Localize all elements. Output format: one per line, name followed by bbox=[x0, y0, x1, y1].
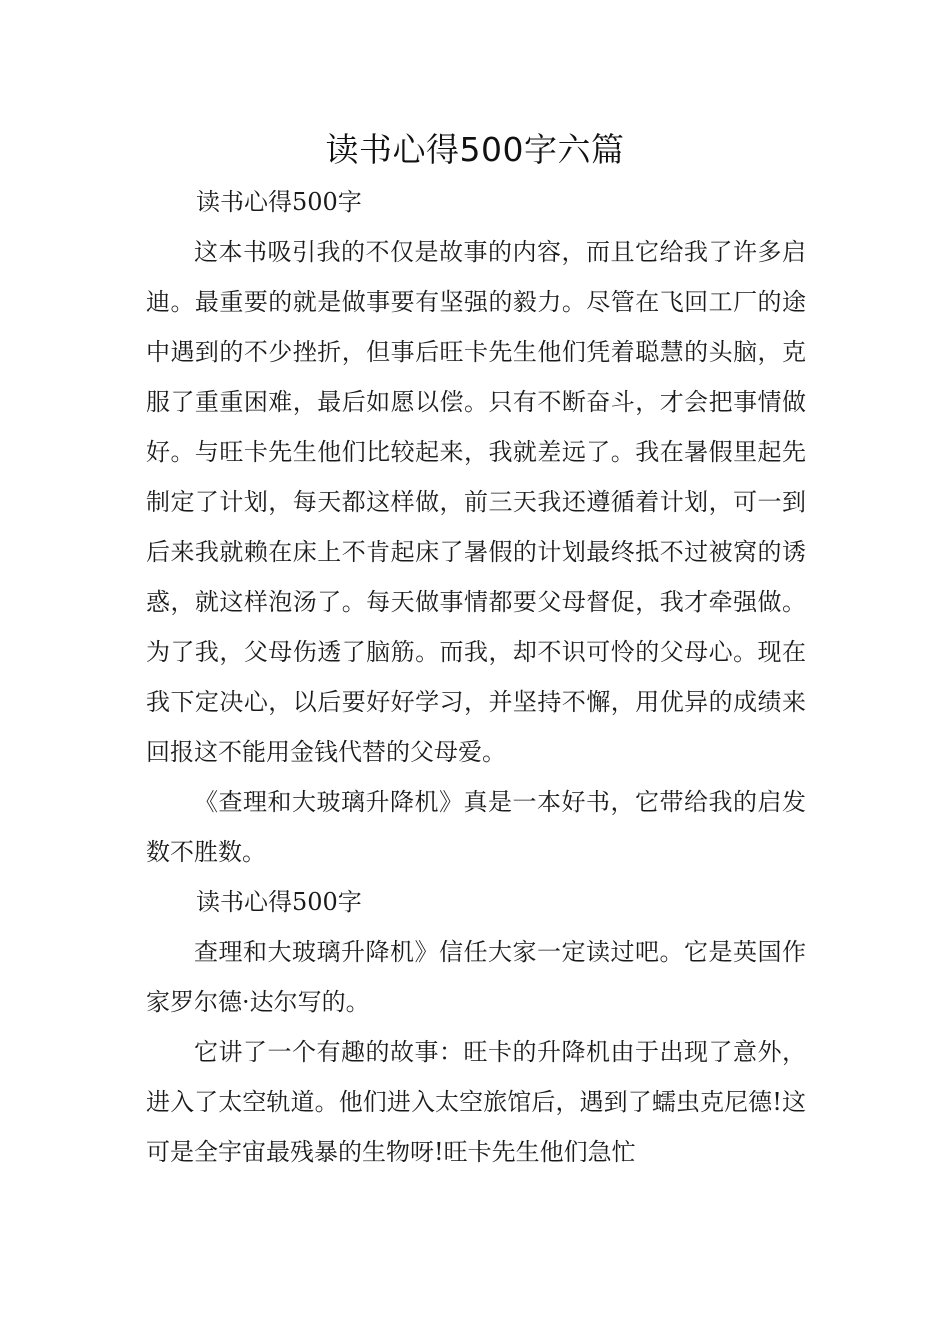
section-heading: 读书心得500字 bbox=[196, 188, 362, 216]
body-paragraph: 它讲了一个有趣的故事：旺卡的升降机由于出现了意外，进入了太空轨道。他们进入太空旅馆后，遇到了蠕虫克尼德!这可是全宇宙最残暴的生物呀!旺卡先生他们急忙 bbox=[146, 1038, 806, 1166]
document-body bbox=[146, 177, 806, 1177]
body-paragraph: 查理和大玻璃升降机》信任大家一定读过吧。它是英国作家罗尔德·达尔写的。 bbox=[146, 938, 806, 1016]
body-paragraph: 这本书吸引我的不仅是故事的内容，而且它给我了许多启迪。最重要的就是做事要有坚强的毅力。尽管在飞回工厂的途中遇到的不少挫折，但事后旺卡先生他们凭着聪慧的头脑，克服了重重困难，最后如愿以偿。只有不断奋斗，才会把事情做好。与旺卡先生他们比较起来，我就差远了。我在暑假里起先制定了计划，每天都这样做，前三天我还遵循着计划，可一到后来我就赖在床上不肯起床了暑假的计划最终抵不过被窝的诱惑，就这样泡汤了。每天做事情都要父母督促，我才牵强做。为了我，父母伤透了脑筋。而我，却不识可怜的父母心。现在我下定决心，以后要好好学习，并坚持不懈，用优异的成绩来回报这不能用金钱代替的父母爱。 bbox=[146, 238, 806, 766]
body-paragraph: 《查理和大玻璃升降机》真是一本好书，它带给我的启发数不胜数。 bbox=[146, 788, 806, 866]
section-heading: 读书心得500字 bbox=[196, 888, 362, 916]
document-title: 读书心得500字六篇 bbox=[325, 130, 625, 169]
